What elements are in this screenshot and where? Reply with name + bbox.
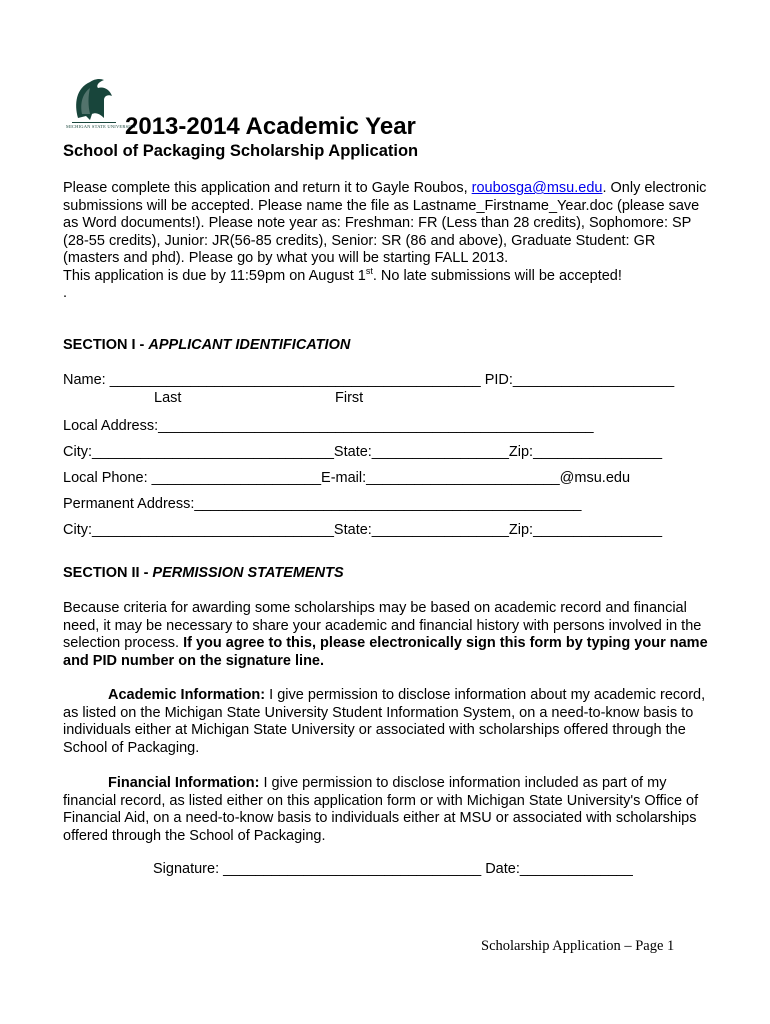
- page-footer: Scholarship Application – Page 1: [481, 938, 675, 954]
- academic-information-text: I give permission to disclose information about my academic record, as listed on the Michigan State University Student Information System, on a need-to-know basis to individuals either at Michigan State University or associated with scholarships offered through the School of Packaging.: [63, 687, 706, 756]
- section-2-title: PERMISSION STATEMENTS: [152, 565, 344, 581]
- section-1-prefix: SECTION I -: [63, 337, 149, 353]
- due-text: This application is due by 11:59pm on August 1: [63, 267, 366, 284]
- local-phone-email-field[interactable]: Local Phone: _____________________E-mail:________________________@msu.edu: [63, 470, 631, 486]
- msu-spartan-logo: [66, 74, 137, 136]
- permanent-city-state-zip-field[interactable]: City:______________________________State:_________________Zip:________________: [63, 522, 663, 538]
- due-text-after: . No late submissions will be accepted!: [372, 267, 622, 284]
- permission-intro-paragraph: [63, 600, 713, 670]
- permission-intro-bold: If you agree to this, please electronically sign this form by typing your name and PID number on the signature line.: [63, 635, 708, 669]
- section-1-heading: [63, 337, 350, 353]
- financial-information-text: I give permission to disclose information included as part of my financial record, as listed either on this application form or with Michigan State University's Office of Financial Aid, on a need-to-know basis to individuals either at MSU or associated with scholarships offered through the School of Packaging.: [63, 775, 699, 844]
- intro-dot: .: [63, 285, 68, 301]
- last-name-label: Last: [154, 390, 182, 406]
- contact-email-link[interactable]: roubosga@msu.edu: [471, 180, 603, 196]
- section-2-prefix: SECTION II -: [63, 565, 153, 581]
- city-state-zip-field[interactable]: City:______________________________State:_________________Zip:________________: [63, 444, 663, 460]
- academic-information-label: Academic Information:: [108, 687, 266, 703]
- financial-information-paragraph: [63, 775, 713, 845]
- due-sup: st: [365, 265, 373, 276]
- first-name-label: First: [335, 390, 364, 406]
- name-pid-field[interactable]: Name: ______________________________________________ PID:____________________: [63, 372, 675, 388]
- signature-date-field[interactable]: Signature: ________________________________ Date:______________: [153, 861, 633, 877]
- page-title: 2013-2014 Academic Year: [125, 113, 416, 140]
- intro-text-before: Please complete this application and return it to Gayle Roubos,: [63, 180, 472, 196]
- page-subtitle: School of Packaging Scholarship Application: [63, 142, 419, 160]
- intro-paragraph: [63, 180, 713, 303]
- logo-text: MICHIGAN STATE UNIVERSITY: [66, 124, 137, 129]
- academic-information-paragraph: [63, 687, 713, 757]
- financial-information-label: Financial Information:: [108, 775, 260, 791]
- section-2-heading: [63, 565, 344, 581]
- intro-text-after: . Only electronic submissions will be accepted. Please name the file as Lastname_Firstname_Year.doc (please save as Word documents!). Please note year as: Freshman: FR (Less than 28 credits), Sophomore: SP (28-55 credits), Junior: JR(56-85 credits), Senior: SR (86 and above), Graduate Student: GR (masters and phd). Please go by what you will be starting FALL 2013.: [63, 180, 707, 266]
- section-1-title: APPLICANT IDENTIFICATION: [148, 337, 351, 353]
- local-address-field[interactable]: Local Address:______________________________________________________: [63, 418, 594, 434]
- permanent-address-field[interactable]: Permanent Address:________________________________________________: [63, 496, 582, 512]
- permission-intro-text: Because criteria for awarding some scholarships may be based on academic record and financial need, it may be necessary to share your academic and financial history with persons involved in the selection process.: [63, 600, 702, 651]
